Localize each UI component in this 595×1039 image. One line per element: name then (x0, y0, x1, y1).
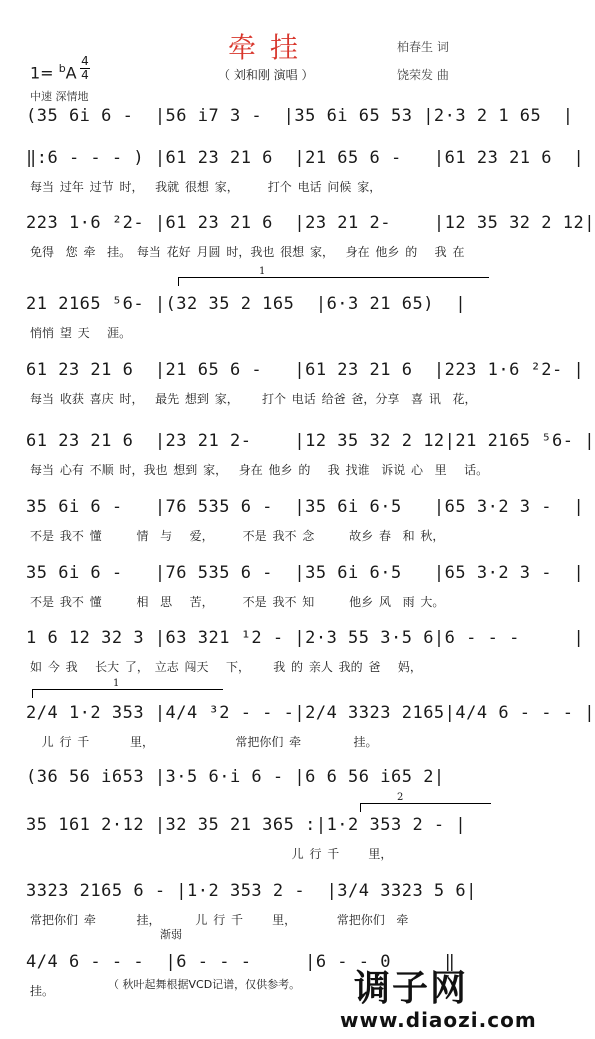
footnote: （ 秋叶起舞根据VCD记谱，仅供参考。 (108, 978, 301, 991)
notation-line: 2/4 1·2 353 |4/4 ³2 - - -|2/4 3323 2165|4/4 6 - - - | (26, 703, 595, 723)
notation-line: 223 1·6 ²2- |61 23 21 6 |23 21 2- |12 35 32 2 12| (26, 213, 595, 233)
lyric-line: 儿 行 千 里， 常把你们 牵 挂。 (30, 735, 378, 749)
lyric-line: 免得 您 牵 挂。 每当 花好 月圆 时，我也 很想 家， 身在 他乡 的 我 在 (30, 245, 465, 259)
lyric-line: 常把你们 牵 挂， 儿 行 千 里， 常把你们 牵 (30, 913, 409, 927)
notation-line: 61 23 21 6 |21 65 6 - |61 23 21 6 |223 1·6 ²2- | (26, 360, 585, 380)
song-title: 牵挂 (228, 31, 313, 64)
dim-marking: 渐弱 (160, 928, 182, 941)
notation-line: (35 6i 6 - |56 i7 3 - |35 6i 65 53 |2·3 2 1 65 | (26, 106, 574, 126)
notation-line: 3323 2165 6 - |1·2 353 2 - |3/4 3323 5 6| (26, 881, 477, 901)
lyric-line: 每当 收获 喜庆 时， 最先 想到 家， 打个 电话 给爸 爸，分享 喜 讯 花， (30, 392, 477, 406)
lyric-line: 悄悄 望 天 涯。 (30, 326, 132, 340)
notation-line: ‖:6 - - - ) |61 23 21 6 |21 65 6 - |61 23 21 6 | (26, 148, 585, 168)
notation-line: (36 56 i653 |3·5 6·i 6 - |6 6 56 i65 2| (26, 767, 445, 787)
score-row (20, 106, 574, 136)
score-row (20, 703, 595, 749)
lyric-line: 不是 我不 懂 情 与 爱， 不是 我不 念 故乡 春 和 秋， (30, 529, 445, 543)
score-row (20, 148, 585, 194)
score-row (20, 815, 518, 861)
score-row (20, 881, 518, 927)
score-row (20, 360, 585, 406)
score-row (20, 767, 518, 797)
tempo-marking: 中速 深情地 (30, 90, 89, 103)
score-row (20, 497, 585, 543)
site-logo: 调子网 (354, 968, 469, 1009)
key-signature: 1= $^b$A (30, 62, 77, 83)
lyricist-credit: 柏春生 词 (397, 40, 449, 54)
time-signature: 4 4 (81, 54, 89, 82)
lyric-line: 儿 行 千 里， (30, 847, 393, 861)
notation-line: 61 23 21 6 |23 21 2- |12 35 32 2 12|21 2165 ⁵6- | (26, 431, 595, 451)
lyric-line: 每当 心有 不顺 时，我也 想到 家， 身在 他乡 的 我 找谁 诉说 心 里 话。 (30, 463, 489, 477)
score-row (20, 431, 595, 477)
volta-one-top: 1 (178, 277, 489, 286)
notation-line: 35 6i 6 - |76 535 6 - |35 6i 6·5 |65 3·2 3 - | (26, 497, 585, 517)
lyric-line: 每当 过年 过节 时， 我就 很想 家， 打个 电话 问候 家， (30, 180, 382, 194)
site-url: www.diaozi.com (340, 1008, 537, 1032)
score-row (20, 628, 585, 674)
composer-credit: 饶荣发 曲 (397, 68, 449, 82)
notation-line: 1 6 12 32 3 |63 321 ¹2 - |2·3 55 3·5 6|6 - - - | (26, 628, 585, 648)
lyric-line: 不是 我不 懂 相 思 苦， 不是 我不 知 他乡 风 雨 大。 (30, 595, 445, 609)
volta-two: 2 (360, 803, 491, 812)
score-row (20, 294, 518, 340)
notation-line: 35 161 2·12 |32 35 21 365 :|1·2 353 2 - | (26, 815, 467, 835)
lyric-line: 挂。 (30, 984, 55, 998)
score-row (20, 563, 585, 609)
notation-line: 21 2165 ⁵6- |(32 35 2 165 |6·3 21 65) | (26, 294, 467, 314)
score-row (20, 213, 595, 259)
singer-credit: （ 刘和刚 演唱 ） (218, 68, 314, 82)
notation-line: 4/4 6 - - - |6 - - - |6 - - 0 ‖ (26, 952, 456, 972)
lyric-line: 如 今 我 长大 了， 立志 闯天 下， 我 的 亲人 我的 爸 妈， (30, 660, 422, 674)
volta-one-bottom: 1 (32, 689, 223, 698)
notation-line: 35 6i 6 - |76 535 6 - |35 6i 6·5 |65 3·2 3 - | (26, 563, 585, 583)
